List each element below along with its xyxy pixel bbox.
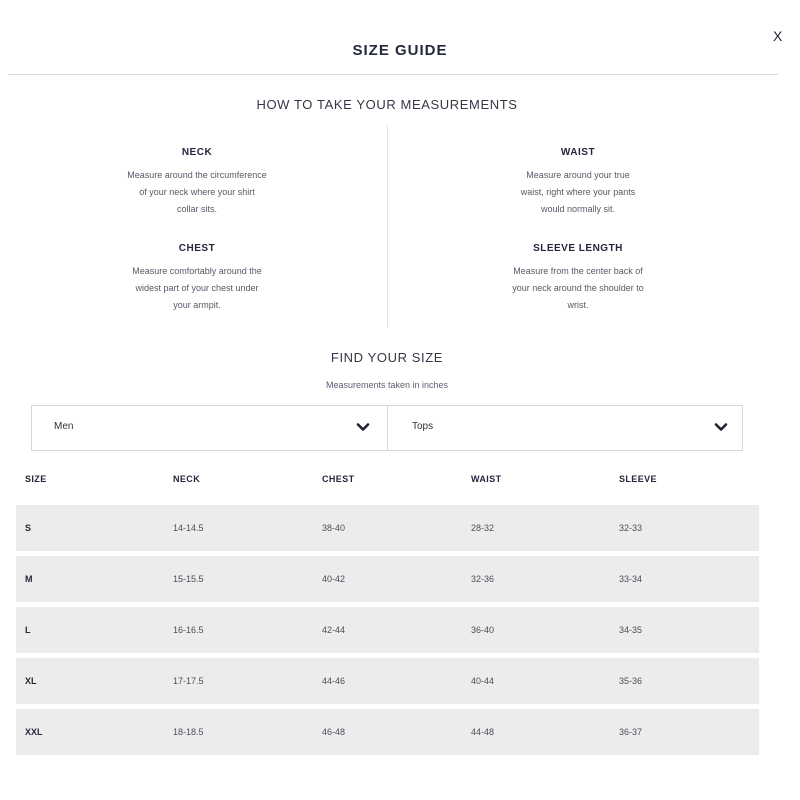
cell-waist: 36-40 (471, 625, 495, 635)
size-filter-bar (31, 405, 743, 451)
column-header-waist: WAIST (471, 474, 502, 484)
cell-waist: 40-44 (471, 676, 495, 686)
table-row (16, 709, 759, 755)
table-row (16, 607, 759, 653)
cell-waist: 32-36 (471, 574, 495, 584)
measure-chest (97, 243, 297, 314)
measure-description (478, 263, 678, 314)
measure-sleeve (478, 243, 678, 314)
measure-line: would normally sit. (540, 204, 616, 214)
cell-sleeve: 33-34 (619, 574, 643, 584)
measure-divider (387, 125, 388, 328)
measure-description (97, 167, 297, 218)
cell-chest: 38-40 (322, 523, 346, 533)
measure-line: wrist. (567, 300, 589, 310)
gender-select[interactable] (32, 406, 387, 450)
gender-select-value: Men (54, 421, 74, 432)
how-to-measure-title: HOW TO TAKE YOUR MEASUREMENTS (256, 97, 518, 112)
cell-size: XL (25, 676, 37, 686)
table-row (16, 658, 759, 704)
cell-chest: 42-44 (322, 625, 346, 635)
measure-line: Measure from the center back of (513, 266, 643, 276)
cell-neck: 16-16.5 (173, 625, 204, 635)
cell-neck: 18-18.5 (173, 727, 204, 737)
measure-heading: CHEST (178, 243, 216, 254)
measure-description (478, 167, 678, 218)
find-size-subtitle: Measurements taken in inches (325, 380, 449, 390)
cell-sleeve: 32-33 (619, 523, 643, 533)
close-icon[interactable]: X (773, 28, 783, 44)
cell-waist: 44-48 (471, 727, 495, 737)
chevron-down-icon (714, 420, 728, 434)
measure-line: Measure comfortably around the (132, 266, 262, 276)
chevron-down-icon (356, 420, 370, 434)
cell-neck: 17-17.5 (173, 676, 204, 686)
measure-heading: SLEEVE LENGTH (533, 243, 623, 254)
cell-sleeve: 34-35 (619, 625, 643, 635)
header-divider (8, 74, 778, 75)
category-select[interactable] (388, 406, 743, 450)
column-header-sleeve: SLEEVE (619, 474, 657, 484)
cell-size: S (25, 523, 32, 533)
measure-line: Measure around your true (526, 170, 630, 180)
size-table-body (16, 505, 759, 760)
cell-size: XXL (25, 727, 43, 737)
measure-description (97, 263, 297, 314)
measure-line: Measure around the circumference (127, 170, 267, 180)
cell-size: M (25, 574, 33, 584)
category-select-value: Tops (412, 421, 434, 432)
cell-neck: 14-14.5 (173, 523, 204, 533)
size-table-header (16, 470, 759, 490)
cell-waist: 28-32 (471, 523, 495, 533)
measure-line: widest part of your chest under (135, 283, 259, 293)
cell-sleeve: 36-37 (619, 727, 643, 737)
measure-neck (97, 147, 297, 218)
cell-sleeve: 35-36 (619, 676, 643, 686)
measure-line: your neck around the shoulder to (512, 283, 644, 293)
column-header-chest: CHEST (322, 474, 355, 484)
page-title: SIZE GUIDE (352, 42, 448, 59)
cell-chest: 46-48 (322, 727, 346, 737)
column-header-neck: NECK (173, 474, 201, 484)
measure-line: collar sits. (176, 204, 217, 214)
measure-line: of your neck where your shirt (139, 187, 255, 197)
find-size-title: FIND YOUR SIZE (330, 350, 444, 365)
cell-chest: 44-46 (322, 676, 346, 686)
measure-heading: WAIST (560, 147, 596, 158)
measure-line: waist, right where your pants (520, 187, 636, 197)
table-row (16, 505, 759, 551)
cell-neck: 15-15.5 (173, 574, 204, 584)
column-header-size: SIZE (25, 474, 47, 484)
table-row (16, 556, 759, 602)
measure-line: your armpit. (173, 300, 221, 310)
cell-chest: 40-42 (322, 574, 346, 584)
cell-size: L (25, 625, 31, 635)
measure-heading: NECK (181, 147, 213, 158)
measure-waist (478, 147, 678, 218)
